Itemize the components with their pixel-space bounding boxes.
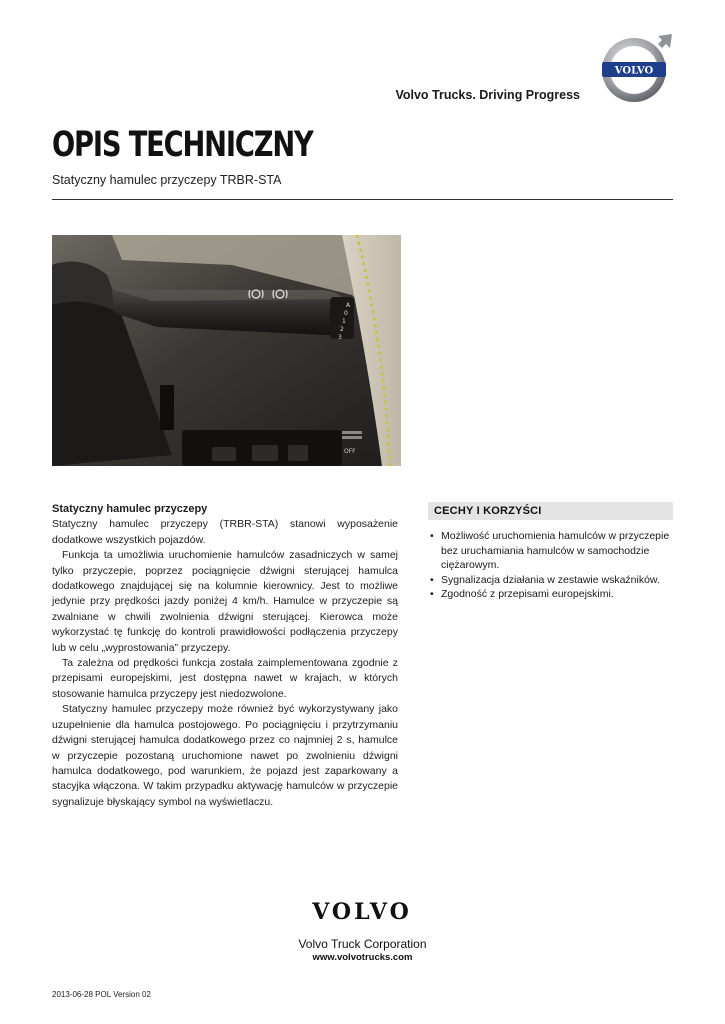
product-photo xyxy=(52,235,401,466)
corporation-name: Volvo Truck Corporation xyxy=(298,937,427,951)
volvo-wordmark xyxy=(289,900,435,922)
feature-item: • Możliwość uruchomienia hamulców w przyczepie bez uruchamiania hamulców w samochodzie ciężarowym. xyxy=(428,529,673,573)
switch-label-a: A xyxy=(346,302,351,309)
version-note: 2013-06-28 POL Version 02 xyxy=(52,990,151,999)
features-heading: CECHY I KORZYŚCI xyxy=(428,502,673,520)
page-title: OPIS TECHNICZNY xyxy=(52,125,313,165)
off-label: OFF xyxy=(344,448,356,455)
features-list xyxy=(428,529,673,602)
page-subtitle: Statyczny hamulec przyczepy TRBR-STA xyxy=(52,173,282,187)
logo-text: VOLVO xyxy=(614,65,654,77)
tagline: Volvo Trucks. Driving Progress xyxy=(395,88,580,102)
description-heading: Statyczny hamulec przyczepy xyxy=(52,503,208,515)
switch-label-2: 2 xyxy=(340,326,344,333)
switch-label-1: 1 xyxy=(342,318,346,325)
description-paragraph: Ta zależna od prędkości funkcja została zaimplementowana zgodnie z przepisami europejskimi, jest dostępna nawet w krajach, w których stosowanie hamulca przyczepy jest niedozwolone. xyxy=(52,657,398,700)
website-link[interactable]: www.volvotrucks.com xyxy=(312,952,413,963)
features-panel xyxy=(428,502,673,602)
switch-label-3: 3 xyxy=(338,334,342,341)
description-paragraph: Statyczny hamulec przyczepy (TRBR-STA) stanowi wyposażenie dodatkowe wszystkich pojazdów. xyxy=(52,518,398,546)
description-paragraph: Statyczny hamulec przyczepy może również być wykorzystywany jako uzupełnienie dla hamulca postojowego. Po pociągnięciu i przytrzymaniu dźwigni sterującej hamulca dodatkowego przez co najmniej 2 s, hamulce w przyczepie pozostaną uruchomione nawet po zwolnieniu dźwigni hamulca dodatkowego, pod warunkiem, że pojazd jest zaparkowany a stacyjka włączona. W takim przypadku aktywację hamulców w przyczepie sygnalizuje błyskający symbol na wyświetlaczu. xyxy=(52,703,398,808)
header-divider xyxy=(52,199,673,200)
description-paragraph: Funkcja ta umożliwia uruchomienie hamulców zasadniczych w samej tylko przyczepie, poprzez pociągnięcie dźwigni sterującej hamulca dodatkowego znajdującej się na kolumnie kierownicy. Jest to możliwe jedynie przy prędkości jazdy poniżej 4 km/h. Hamulce w przyczepie są zwalniane w chwili zwolnienia dźwigni sterującej. Kierowca może wykorzystać tę funkcję do kontroli prawidłowości podłączenia przyczepy lub w celu „wyprostowania” przyczepy. xyxy=(52,549,398,654)
description-section xyxy=(52,502,398,810)
switch-label-0: 0 xyxy=(344,310,348,317)
feature-item: • Zgodność z przepisami europejskimi. xyxy=(428,587,673,602)
volvo-logo xyxy=(600,32,674,106)
wordmark-text: VOLVO xyxy=(312,900,412,922)
feature-item: • Sygnalizacja działania w zestawie wskaźników. xyxy=(428,573,673,588)
